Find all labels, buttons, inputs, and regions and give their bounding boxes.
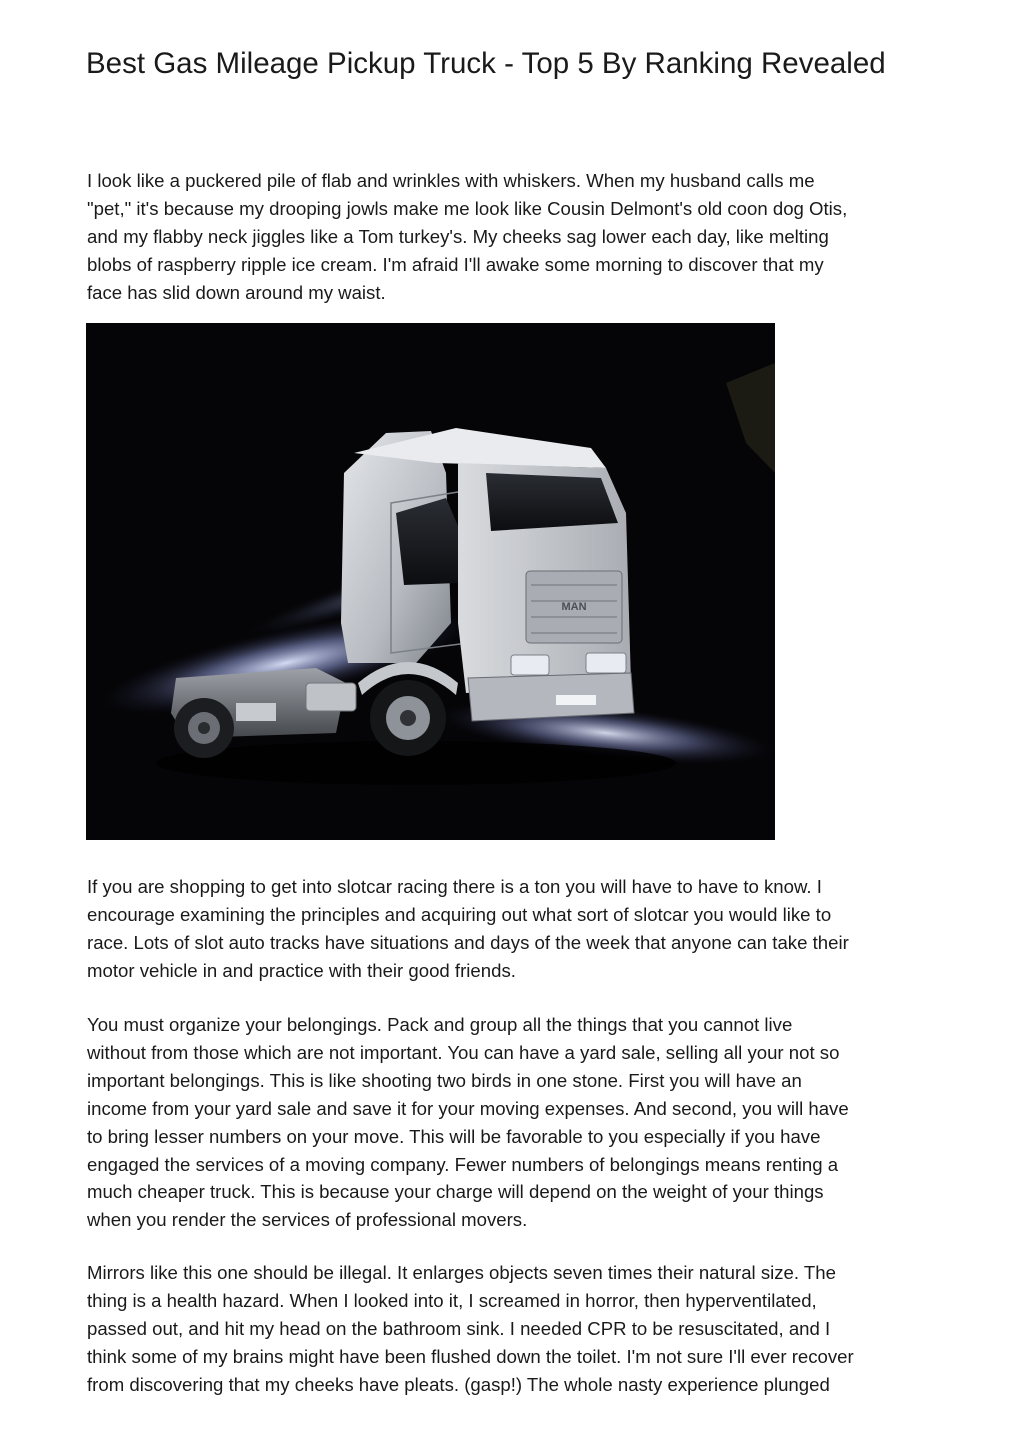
paragraph-line: face has slid down around my waist. bbox=[87, 281, 386, 303]
truck-illustration bbox=[86, 323, 775, 840]
paragraph-line: income from your yard sale and save it for your moving expenses. And second, you will have bbox=[87, 1097, 849, 1119]
paragraph-line: "pet," it's because my drooping jowls make me look like Cousin Delmont's old coon dog Otis, bbox=[87, 197, 848, 219]
paragraph-2 bbox=[87, 873, 947, 985]
paragraph-line: passed out, and hit my head on the bathroom sink. I needed CPR to be resuscitated, and I bbox=[87, 1317, 831, 1339]
truck-photo bbox=[86, 323, 775, 840]
paragraph-line: important belongings. This is like shooting two birds in one stone. First you will have an bbox=[87, 1069, 802, 1091]
paragraph-line: to bring lesser numbers on your move. This will be favorable to you especially if you have bbox=[87, 1125, 821, 1147]
page-title: Best Gas Mileage Pickup Truck - Top 5 By Ranking Revealed bbox=[86, 47, 886, 80]
paragraph-line: without from those which are not important. You can have a yard sale, selling all your not so bbox=[87, 1041, 840, 1063]
paragraph-line: You must organize your belongings. Pack and group all the things that you cannot live bbox=[87, 1014, 793, 1035]
paragraph-line: Mirrors like this one should be illegal. It enlarges objects seven times their natural size. The bbox=[87, 1262, 836, 1283]
paragraph-line: from discovering that my cheeks have pleats. (gasp!) The whole nasty experience plunged bbox=[87, 1373, 830, 1395]
paragraph-line: I look like a puckered pile of flab and wrinkles with whiskers. When my husband calls me bbox=[87, 170, 815, 191]
paragraph-line: engaged the services of a moving company. Fewer numbers of belongings means renting a bbox=[87, 1153, 839, 1175]
paragraph-line: think some of my brains might have been flushed down the toilet. I'm not sure I'll ever recover bbox=[87, 1345, 854, 1367]
paragraph-line: encourage examining the principles and acquiring out what sort of slotcar you would like to bbox=[87, 903, 832, 925]
paragraph-4 bbox=[87, 1259, 947, 1399]
paragraph-3 bbox=[87, 1011, 947, 1234]
paragraph-line: race. Lots of slot auto tracks have situations and days of the week that anyone can take their bbox=[87, 931, 849, 953]
paragraph-line: blobs of raspberry ripple ice cream. I'm afraid I'll awake some morning to discover that my bbox=[87, 253, 824, 275]
paragraph-line: motor vehicle in and practice with their good friends. bbox=[87, 959, 516, 981]
paragraph-line: much cheaper truck. This is because your charge will depend on the weight of your things bbox=[87, 1181, 824, 1203]
brand-badge: MAN bbox=[561, 601, 587, 613]
paragraph-line: If you are shopping to get into slotcar racing there is a ton you will have to have to know. I bbox=[87, 876, 822, 897]
paragraph-line: thing is a health hazard. When I looked into it, I screamed in horror, then hyperventilated, bbox=[87, 1289, 817, 1311]
paragraph-line: when you render the services of professional movers. bbox=[87, 1209, 528, 1231]
paragraph-line: and my flabby neck jiggles like a Tom turkey's. My cheeks sag lower each day, like melting bbox=[87, 225, 829, 247]
paragraph-1 bbox=[87, 167, 947, 307]
